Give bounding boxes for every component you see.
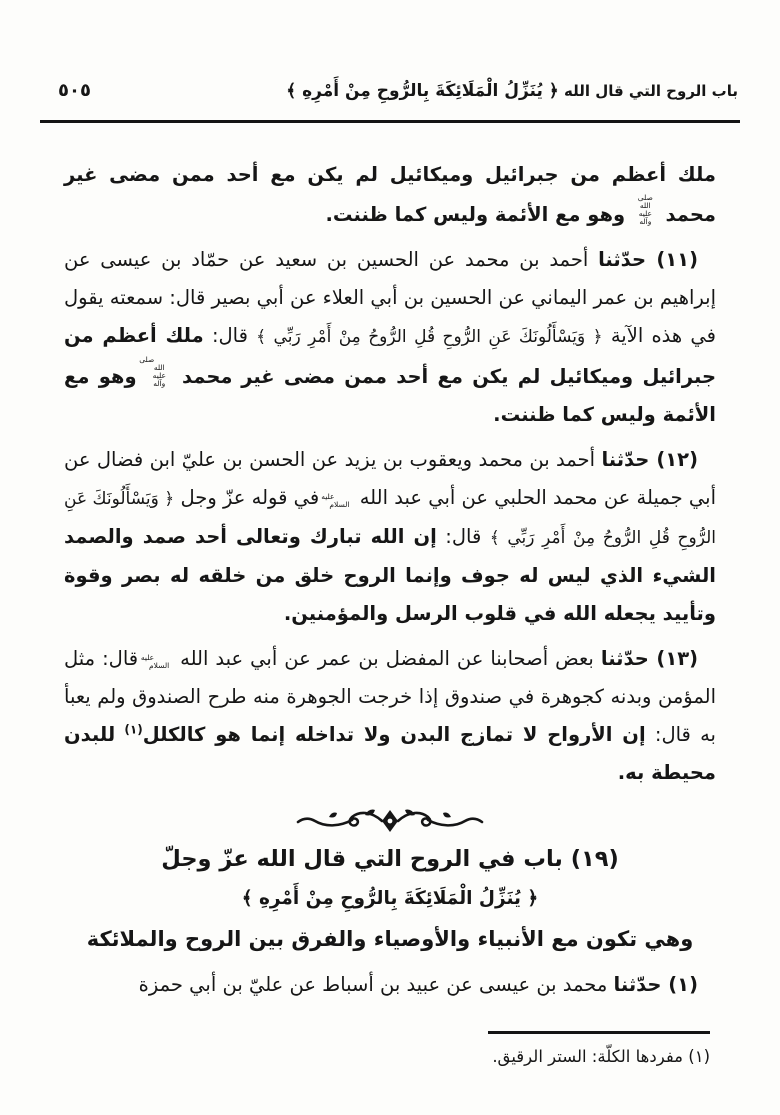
footnote-rule (488, 1031, 710, 1034)
chapter-title: (١٩) باب في الروح التي قال الله عزّ وجلّ (161, 846, 619, 872)
footnote-text: (١) مفردها الكلّة: الستر الرقيق. (492, 1047, 710, 1066)
hadith-12-paragraph (64, 441, 716, 633)
qala-text: قال: (445, 525, 482, 548)
alayhissalam-symbol: عليه السلام (321, 492, 350, 509)
matn-text: محمد (182, 365, 233, 388)
qala-text: قال: (211, 324, 248, 347)
running-header (42, 80, 738, 101)
narrator-chain: أحمد بن محمد عن الحسين بن سعيد عن حمّاد بن عيسى عن إبراهيم بن عمر اليماني عن الحسين بن أبي العلاء عن أبي بصير قال: سمعته يقول في هذه الآية (64, 248, 716, 347)
footnote-marker: (١) (124, 722, 143, 737)
matn-text: إن الله تبارك وتعالى أحد صمد والصمد الشيء الذي ليس له جوف وإنما الروح خلق من خلقه له بصر وقوة وتأييد يجعله الله في قلوب الرسل والمؤمنين. (64, 525, 716, 625)
narrator-chain: في قوله عزّ وجل (180, 486, 320, 509)
narrator-chain: أحمد بن محمد ويعقوب بن يزيد عن الحسن بن عليّ ابن فضال عن أبي جميلة عن محمد الحلبي عن أبي عبد الله (64, 448, 717, 509)
hadith-number: (١٢) حدّثنا (601, 448, 698, 471)
hadith-11-paragraph (64, 241, 716, 434)
matn-text: ملك أعظم من جبرائيل وميكائيل لم يكن مع أحد ممن مضى غير (64, 324, 716, 388)
chapter-verse: ﴿ يُنَزِّلُ الْمَلَائِكَةَ بِالرُّوحِ مِنْ أَمْرِهِ ﴾ (241, 888, 539, 909)
narration-text: قال: مثل المؤمن وبدنه كجوهرة في صندوق إذا خرجت الجوهرة منه طرح الصندوق ولم يعبأ به قال: (64, 647, 716, 746)
narrator-chain: محمد بن عيسى عن عبيد بن أسباط عن عليّ بن أبي حمزة (138, 973, 608, 996)
header-rule (40, 120, 740, 123)
matn-text: وهو مع الأئمة وليس كما ظننت. (64, 365, 716, 426)
floral-divider-icon (295, 806, 485, 836)
matn-text: للبدن محيطة به. (64, 723, 716, 784)
main-text-block (64, 156, 716, 1004)
alayhissalam-symbol: عليه السلام (140, 653, 170, 670)
hadith-1-paragraph (64, 966, 716, 1004)
narrator-chain: بعض أصحابنا عن المفضل بن عمر عن أبي عبد الله (180, 647, 594, 670)
matn-text: وهو مع الأئمة وليس كما ظننت. (325, 203, 626, 226)
continuation-paragraph (64, 156, 716, 234)
quran-verse: ﴿ وَيَسْأَلُونَكَ عَنِ الرُّوحِ قُلِ الرُّوحُ مِنْ أَمْرِ رَبِّي ﴾ (256, 327, 603, 347)
hadith-number: (١٣) حدّثنا (600, 647, 699, 670)
matn-text: ملك أعظم من جبرائيل وميكائيل لم يكن مع أحد ممن مضى غير محمد (64, 163, 716, 226)
matn-text: إن الأرواح لا تمازج البدن ولا تداخله إنما هو كالكلل (142, 723, 646, 746)
salawat-symbol: صلى الله عليه وآله (139, 355, 166, 388)
running-header-verse: ﴿ يُنَزِّلُ الْمَلَائِكَةَ بِالرُّوحِ مِنْ أَمْرِهِ ﴾ (286, 81, 559, 101)
chapter-subtitle: وهي تكون مع الأنبياء والأوصياء والفرق بين الروح والملائكة (86, 927, 694, 951)
ornament-divider (64, 806, 716, 838)
running-header-text: باب الروح التي قال الله (563, 82, 738, 100)
salawat-symbol: صلى الله عليه وآله (637, 193, 653, 226)
quran-verse: ﴿ وَيَسْأَلُونَكَ عَنِ الرُّوحِ قُلِ الرُّوحُ مِنْ أَمْرِ رَبِّي ﴾ (64, 489, 716, 548)
page-number: ٥٠٥ (58, 80, 91, 101)
hadith-number: (١١) حدّثنا (598, 248, 699, 271)
running-header-title (286, 80, 738, 101)
hadith-number: (١) حدّثنا (613, 973, 698, 996)
hadith-13-paragraph (64, 640, 716, 792)
